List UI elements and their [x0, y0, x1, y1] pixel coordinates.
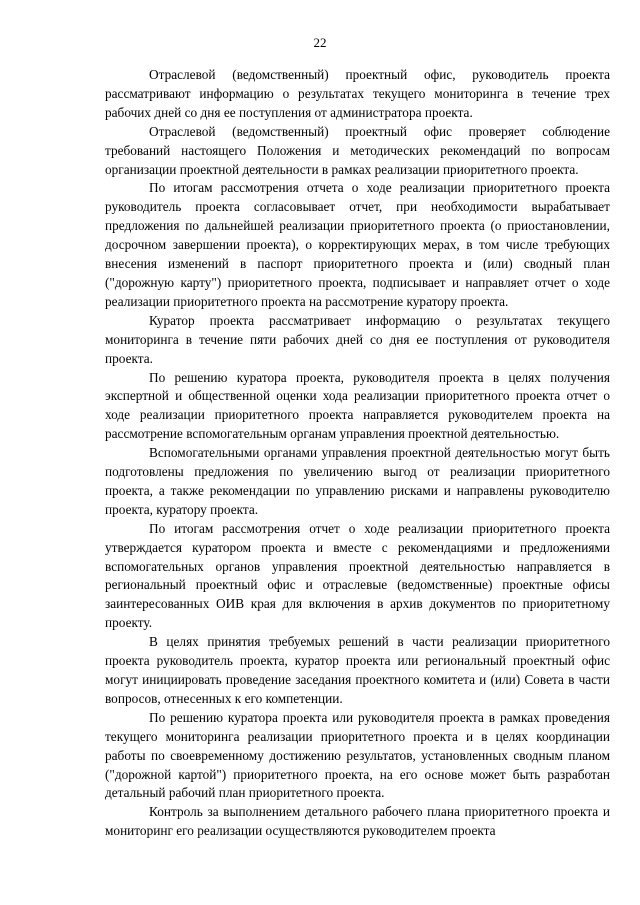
paragraph-6: Вспомогательными органами управления проектной деятельностью могут быть подготовлены предложения по увеличению выгод от реализации приоритетного проекта, а также рекомендации по управлению рисками и направлены руководителю проекта, куратору проекта.: [105, 445, 610, 517]
paragraph-2: Отраслевой (ведомственный) проектный офис проверяет соблюдение требований настоящего Положения и методических рекомендаций по вопросам организации проектной деятельности в рамках реализации приоритетного проекта.: [105, 123, 610, 177]
paragraph-1: Отраслевой (ведомственный) проектный офис, руководитель проекта рассматривают информацию о результатах текущего мониторинга в течение трех рабочих дней со дня ее поступления от администратора проекта.: [105, 67, 610, 120]
paragraph-8: В целях принятия требуемых решений в части реализации приоритетного проекта руководитель проекта, куратор проекта или региональный проектный офис могут инициировать проведение заседания проектного комитета и (или) Совета в части вопросов, отнесенных к его компетенции.: [105, 634, 610, 706]
paragraph-10: Контроль за выполнением детального рабочего плана приоритетного проекта и мониторинг его реализации осуществляются руководителем проекта: [105, 804, 610, 839]
document-body: [105, 66, 610, 841]
page-number: 22: [313, 35, 327, 50]
paragraph-5: По решению куратора проекта, руководителя проекта в целях получения экспертной и общественной оценки хода реализации приоритетного проекта отчет о ходе реализации приоритетного проекта направляется руководителем проекта на рассмотрение вспомогательным органам управления проектной деятельностью.: [105, 369, 610, 442]
paragraph-9: По решению куратора проекта или руководителя проекта в рамках проведения текущего мониторинга реализации приоритетного проекта и в целях координации работы по своевременному достижению результатов, установленных сводным планом ("дорожной картой") приоритетного проекта, на его основе может быть разработан детальный рабочий план приоритетного проекта.: [105, 709, 610, 801]
paragraph-7: По итогам рассмотрения отчет о ходе реализации приоритетного проекта утверждается куратором проекта и вместе с рекомендациями и предложениями вспомогательных органов управления проектной деятельностью направляется в региональный проектный офис и отраслевые (ведомственные) проектные офисы заинтересованных ОИВ края для включения в архив документов по приоритетному проекту.: [105, 520, 610, 631]
paragraph-3: По итогам рассмотрения отчета о ходе реализации приоритетного проекта руководитель проекта согласовывает отчет, при необходимости вырабатывает предложения по дальнейшей реализации приоритетного проекта (о приостановлении, досрочном завершении проекта), о корректирующих мерах, в том числе требующих внесения изменений в паспорт приоритетного проекта и (или) сводный план ("дорожную карту") приоритетного проекта, подписывает и направляет отчет о ходе реализации приоритетного проекта на рассмотрение куратору проекта.: [105, 180, 610, 309]
paragraph-4: Куратор проекта рассматривает информацию о результатах текущего мониторинга в течение пяти рабочих дней со дня ее поступления от руководителя проекта.: [105, 312, 610, 366]
